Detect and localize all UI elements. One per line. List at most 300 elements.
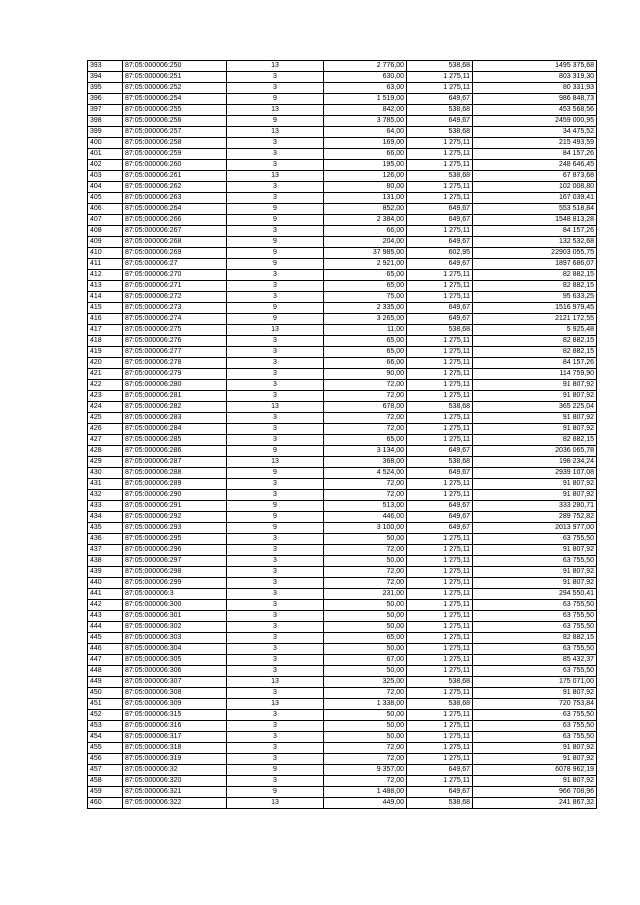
row-number-cell: 432 (88, 490, 123, 501)
category-cell: 3 (227, 688, 324, 699)
row-number-cell: 404 (88, 182, 123, 193)
row-number-cell: 393 (88, 61, 123, 72)
row-number-cell: 396 (88, 94, 123, 105)
cadastral-number-cell: 87:05:000006:250 (123, 61, 227, 72)
rate-cell: 1 275,11 (407, 160, 473, 171)
area-cell: 50,00 (324, 666, 407, 677)
table-row (88, 94, 597, 105)
table-row (88, 336, 597, 347)
rate-cell: 1 275,11 (407, 149, 473, 160)
table-row (88, 644, 597, 655)
table-row (88, 61, 597, 72)
category-cell: 13 (227, 457, 324, 468)
category-cell: 3 (227, 292, 324, 303)
area-cell: 2 776,00 (324, 61, 407, 72)
area-cell: 50,00 (324, 622, 407, 633)
value-cell: 63 755,50 (473, 556, 597, 567)
category-cell: 3 (227, 281, 324, 292)
table-row (88, 435, 597, 446)
area-cell: 1 488,00 (324, 787, 407, 798)
table-body (88, 61, 597, 809)
row-number-cell: 438 (88, 556, 123, 567)
table-row (88, 699, 597, 710)
category-cell: 3 (227, 578, 324, 589)
cadastral-number-cell: 87:05:000006:261 (123, 171, 227, 182)
table-row (88, 743, 597, 754)
area-cell: 449,00 (324, 798, 407, 809)
area-cell: 169,00 (324, 138, 407, 149)
cadastral-number-cell: 87:05:000006:257 (123, 127, 227, 138)
rate-cell: 538,68 (407, 171, 473, 182)
value-cell: 91 807,92 (473, 545, 597, 556)
row-number-cell: 421 (88, 369, 123, 380)
rate-cell: 538,68 (407, 699, 473, 710)
area-cell: 66,00 (324, 226, 407, 237)
rate-cell: 538,68 (407, 127, 473, 138)
rate-cell: 1 275,11 (407, 424, 473, 435)
area-cell: 72,00 (324, 424, 407, 435)
cadastral-number-cell: 87:05:000006:283 (123, 413, 227, 424)
value-cell: 67 873,68 (473, 171, 597, 182)
table-row (88, 138, 597, 149)
rate-cell: 649,67 (407, 512, 473, 523)
row-number-cell: 425 (88, 413, 123, 424)
value-cell: 289 752,82 (473, 512, 597, 523)
rate-cell: 538,68 (407, 61, 473, 72)
table-row (88, 413, 597, 424)
cadastral-number-cell: 87:05:000006:293 (123, 523, 227, 534)
area-cell: 50,00 (324, 611, 407, 622)
cadastral-number-cell: 87:05:000006:274 (123, 314, 227, 325)
cadastral-number-cell: 87:05:000006:281 (123, 391, 227, 402)
row-number-cell: 428 (88, 446, 123, 457)
category-cell: 9 (227, 303, 324, 314)
category-cell: 9 (227, 787, 324, 798)
cadastral-number-cell: 87:05:000006:308 (123, 688, 227, 699)
category-cell: 3 (227, 479, 324, 490)
category-cell: 13 (227, 677, 324, 688)
row-number-cell: 412 (88, 270, 123, 281)
area-cell: 842,00 (324, 105, 407, 116)
area-cell: 3 134,00 (324, 446, 407, 457)
table-row (88, 677, 597, 688)
rate-cell: 1 275,11 (407, 83, 473, 94)
row-number-cell: 437 (88, 545, 123, 556)
category-cell: 3 (227, 270, 324, 281)
row-number-cell: 457 (88, 765, 123, 776)
category-cell: 9 (227, 94, 324, 105)
value-cell: 82 882,15 (473, 336, 597, 347)
table-row (88, 83, 597, 94)
category-cell: 3 (227, 424, 324, 435)
value-cell: 1897 686,07 (473, 259, 597, 270)
cadastral-number-cell: 87:05:000006:280 (123, 380, 227, 391)
category-cell: 3 (227, 655, 324, 666)
table-row (88, 468, 597, 479)
row-number-cell: 436 (88, 534, 123, 545)
category-cell: 3 (227, 347, 324, 358)
category-cell: 3 (227, 380, 324, 391)
category-cell: 9 (227, 215, 324, 226)
area-cell: 50,00 (324, 721, 407, 732)
category-cell: 3 (227, 336, 324, 347)
table-row (88, 182, 597, 193)
table-row (88, 589, 597, 600)
row-number-cell: 417 (88, 325, 123, 336)
cadastral-number-cell: 87:05:000006:3 (123, 589, 227, 600)
value-cell: 91 807,92 (473, 479, 597, 490)
area-cell: 3 265,00 (324, 314, 407, 325)
cadastral-number-cell: 87:05:000006:297 (123, 556, 227, 567)
area-cell: 131,00 (324, 193, 407, 204)
rate-cell: 1 275,11 (407, 589, 473, 600)
row-number-cell: 451 (88, 699, 123, 710)
value-cell: 91 807,92 (473, 391, 597, 402)
rate-cell: 649,67 (407, 446, 473, 457)
category-cell: 3 (227, 776, 324, 787)
category-cell: 13 (227, 105, 324, 116)
cadastral-number-cell: 87:05:000006:284 (123, 424, 227, 435)
row-number-cell: 413 (88, 281, 123, 292)
table-row (88, 446, 597, 457)
area-cell: 325,00 (324, 677, 407, 688)
category-cell: 3 (227, 666, 324, 677)
area-cell: 72,00 (324, 688, 407, 699)
cadastral-number-cell: 87:05:000006:290 (123, 490, 227, 501)
row-number-cell: 433 (88, 501, 123, 512)
rate-cell: 649,67 (407, 204, 473, 215)
rate-cell: 1 275,11 (407, 644, 473, 655)
area-cell: 72,00 (324, 380, 407, 391)
area-cell: 852,00 (324, 204, 407, 215)
cadastral-number-cell: 87:05:000006:254 (123, 94, 227, 105)
category-cell: 9 (227, 523, 324, 534)
table-row (88, 171, 597, 182)
value-cell: 241 867,32 (473, 798, 597, 809)
row-number-cell: 456 (88, 754, 123, 765)
cadastral-number-cell: 87:05:000006:276 (123, 336, 227, 347)
area-cell: 4 524,00 (324, 468, 407, 479)
table-row (88, 369, 597, 380)
row-number-cell: 409 (88, 237, 123, 248)
value-cell: 91 807,92 (473, 413, 597, 424)
category-cell: 3 (227, 358, 324, 369)
cadastral-number-cell: 87:05:000006:317 (123, 732, 227, 743)
rate-cell: 649,67 (407, 468, 473, 479)
value-cell: 82 882,15 (473, 347, 597, 358)
category-cell: 13 (227, 127, 324, 138)
area-cell: 126,00 (324, 171, 407, 182)
value-cell: 82 882,15 (473, 633, 597, 644)
row-number-cell: 394 (88, 72, 123, 83)
rate-cell: 1 275,11 (407, 391, 473, 402)
category-cell: 3 (227, 622, 324, 633)
table-row (88, 281, 597, 292)
value-cell: 63 755,50 (473, 732, 597, 743)
category-cell: 3 (227, 72, 324, 83)
category-cell: 9 (227, 446, 324, 457)
cadastral-number-cell: 87:05:000006:251 (123, 72, 227, 83)
row-number-cell: 395 (88, 83, 123, 94)
category-cell: 3 (227, 490, 324, 501)
table-row (88, 215, 597, 226)
table-row (88, 226, 597, 237)
area-cell: 72,00 (324, 545, 407, 556)
area-cell: 2 921,00 (324, 259, 407, 270)
rate-cell: 1 275,11 (407, 666, 473, 677)
category-cell: 3 (227, 138, 324, 149)
area-cell: 50,00 (324, 710, 407, 721)
category-cell: 13 (227, 402, 324, 413)
cadastral-number-cell: 87:05:000006:306 (123, 666, 227, 677)
value-cell: 91 807,92 (473, 380, 597, 391)
row-number-cell: 403 (88, 171, 123, 182)
rate-cell: 1 275,11 (407, 556, 473, 567)
row-number-cell: 442 (88, 600, 123, 611)
value-cell: 986 848,73 (473, 94, 597, 105)
table-row (88, 501, 597, 512)
table-row (88, 116, 597, 127)
table-row (88, 721, 597, 732)
table-row (88, 600, 597, 611)
value-cell: 91 807,92 (473, 754, 597, 765)
category-cell: 3 (227, 182, 324, 193)
rate-cell: 1 275,11 (407, 622, 473, 633)
value-cell: 114 759,90 (473, 369, 597, 380)
table-row (88, 490, 597, 501)
rate-cell: 649,67 (407, 237, 473, 248)
category-cell: 3 (227, 545, 324, 556)
category-cell: 13 (227, 699, 324, 710)
category-cell: 3 (227, 589, 324, 600)
table-row (88, 776, 597, 787)
table-row (88, 765, 597, 776)
table-row (88, 457, 597, 468)
table-row (88, 578, 597, 589)
rate-cell: 602,95 (407, 248, 473, 259)
row-number-cell: 446 (88, 644, 123, 655)
cadastral-number-cell: 87:05:000006:287 (123, 457, 227, 468)
table-row (88, 710, 597, 721)
rate-cell: 649,67 (407, 94, 473, 105)
table-row (88, 270, 597, 281)
area-cell: 72,00 (324, 490, 407, 501)
value-cell: 132 532,68 (473, 237, 597, 248)
row-number-cell: 440 (88, 578, 123, 589)
cadastral-number-cell: 87:05:000006:263 (123, 193, 227, 204)
row-number-cell: 431 (88, 479, 123, 490)
table-row (88, 798, 597, 809)
rate-cell: 649,67 (407, 765, 473, 776)
rate-cell: 1 275,11 (407, 732, 473, 743)
cadastral-number-cell: 87:05:000006:282 (123, 402, 227, 413)
cadastral-number-cell: 87:05:000006:318 (123, 743, 227, 754)
rate-cell: 649,67 (407, 787, 473, 798)
value-cell: 22903 055,75 (473, 248, 597, 259)
row-number-cell: 420 (88, 358, 123, 369)
rate-cell: 1 275,11 (407, 347, 473, 358)
table-row (88, 534, 597, 545)
cadastral-number-cell: 87:05:000006:316 (123, 721, 227, 732)
category-cell: 9 (227, 501, 324, 512)
area-cell: 75,00 (324, 292, 407, 303)
cadastral-number-cell: 87:05:000006:298 (123, 567, 227, 578)
table-row (88, 633, 597, 644)
value-cell: 1548 813,28 (473, 215, 597, 226)
table-row (88, 248, 597, 259)
area-cell: 630,00 (324, 72, 407, 83)
area-cell: 72,00 (324, 578, 407, 589)
value-cell: 91 807,92 (473, 424, 597, 435)
value-cell: 91 807,92 (473, 567, 597, 578)
value-cell: 84 157,26 (473, 226, 597, 237)
cadastral-number-cell: 87:05:000006:300 (123, 600, 227, 611)
area-cell: 3 100,00 (324, 523, 407, 534)
row-number-cell: 398 (88, 116, 123, 127)
value-cell: 63 755,50 (473, 666, 597, 677)
table-row (88, 479, 597, 490)
area-cell: 65,00 (324, 347, 407, 358)
row-number-cell: 424 (88, 402, 123, 413)
cadastral-number-cell: 87:05:000006:307 (123, 677, 227, 688)
area-cell: 231,00 (324, 589, 407, 600)
value-cell: 553 518,84 (473, 204, 597, 215)
value-cell: 84 157,26 (473, 358, 597, 369)
cadastral-number-cell: 87:05:000006:27 (123, 259, 227, 270)
value-cell: 294 550,41 (473, 589, 597, 600)
value-cell: 63 755,50 (473, 710, 597, 721)
table-row (88, 72, 597, 83)
value-cell: 80 331,93 (473, 83, 597, 94)
row-number-cell: 445 (88, 633, 123, 644)
rate-cell: 1 275,11 (407, 336, 473, 347)
category-cell: 3 (227, 534, 324, 545)
category-cell: 3 (227, 226, 324, 237)
row-number-cell: 455 (88, 743, 123, 754)
table-row (88, 655, 597, 666)
category-cell: 3 (227, 193, 324, 204)
row-number-cell: 434 (88, 512, 123, 523)
area-cell: 446,00 (324, 512, 407, 523)
row-number-cell: 418 (88, 336, 123, 347)
row-number-cell: 441 (88, 589, 123, 600)
value-cell: 63 755,50 (473, 534, 597, 545)
rate-cell: 1 275,11 (407, 435, 473, 446)
rate-cell: 1 275,11 (407, 72, 473, 83)
table-row (88, 787, 597, 798)
table-row (88, 523, 597, 534)
area-cell: 67,00 (324, 655, 407, 666)
cadastral-number-cell: 87:05:000006:303 (123, 633, 227, 644)
row-number-cell: 422 (88, 380, 123, 391)
area-cell: 72,00 (324, 776, 407, 787)
area-cell: 1 338,00 (324, 699, 407, 710)
cadastral-number-cell: 87:05:000006:302 (123, 622, 227, 633)
value-cell: 2013 977,00 (473, 523, 597, 534)
table-row (88, 688, 597, 699)
category-cell: 9 (227, 237, 324, 248)
cadastral-number-cell: 87:05:000006:305 (123, 655, 227, 666)
cadastral-number-cell: 87:05:000006:304 (123, 644, 227, 655)
cadastral-number-cell: 87:05:000006:285 (123, 435, 227, 446)
area-cell: 90,00 (324, 369, 407, 380)
row-number-cell: 460 (88, 798, 123, 809)
cadastral-number-cell: 87:05:000006:270 (123, 270, 227, 281)
table-row (88, 160, 597, 171)
rate-cell: 649,67 (407, 215, 473, 226)
category-cell: 3 (227, 567, 324, 578)
area-cell: 72,00 (324, 567, 407, 578)
cadastral-number-cell: 87:05:000006:292 (123, 512, 227, 523)
rate-cell: 1 275,11 (407, 270, 473, 281)
cadastral-number-cell: 87:05:000006:267 (123, 226, 227, 237)
rate-cell: 1 275,11 (407, 138, 473, 149)
area-cell: 2 335,00 (324, 303, 407, 314)
value-cell: 63 755,50 (473, 622, 597, 633)
cadastral-number-cell: 87:05:000006:256 (123, 116, 227, 127)
value-cell: 966 708,96 (473, 787, 597, 798)
row-number-cell: 430 (88, 468, 123, 479)
cadastral-number-cell: 87:05:000006:258 (123, 138, 227, 149)
row-number-cell: 408 (88, 226, 123, 237)
table-row (88, 193, 597, 204)
row-number-cell: 416 (88, 314, 123, 325)
rate-cell: 1 275,11 (407, 655, 473, 666)
value-cell: 63 755,50 (473, 600, 597, 611)
rate-cell: 538,68 (407, 457, 473, 468)
rate-cell: 538,68 (407, 402, 473, 413)
value-cell: 82 882,15 (473, 281, 597, 292)
cadastral-number-cell: 87:05:000006:269 (123, 248, 227, 259)
table-row (88, 237, 597, 248)
row-number-cell: 399 (88, 127, 123, 138)
row-number-cell: 415 (88, 303, 123, 314)
row-number-cell: 405 (88, 193, 123, 204)
cadastral-value-table (87, 60, 597, 809)
category-cell: 3 (227, 644, 324, 655)
area-cell: 64,00 (324, 127, 407, 138)
table-row (88, 754, 597, 765)
rate-cell: 1 275,11 (407, 600, 473, 611)
value-cell: 63 755,50 (473, 721, 597, 732)
value-cell: 34 475,52 (473, 127, 597, 138)
value-cell: 82 882,15 (473, 270, 597, 281)
value-cell: 175 071,00 (473, 677, 597, 688)
rate-cell: 1 275,11 (407, 578, 473, 589)
rate-cell: 1 275,11 (407, 688, 473, 699)
row-number-cell: 427 (88, 435, 123, 446)
row-number-cell: 459 (88, 787, 123, 798)
rate-cell: 1 275,11 (407, 292, 473, 303)
area-cell: 50,00 (324, 600, 407, 611)
area-cell: 72,00 (324, 754, 407, 765)
rate-cell: 1 275,11 (407, 490, 473, 501)
row-number-cell: 450 (88, 688, 123, 699)
row-number-cell: 443 (88, 611, 123, 622)
cadastral-number-cell: 87:05:000006:321 (123, 787, 227, 798)
area-cell: 63,00 (324, 83, 407, 94)
category-cell: 9 (227, 259, 324, 270)
area-cell: 2 384,00 (324, 215, 407, 226)
category-cell: 9 (227, 314, 324, 325)
cadastral-number-cell: 87:05:000006:262 (123, 182, 227, 193)
rate-cell: 1 275,11 (407, 413, 473, 424)
category-cell: 3 (227, 83, 324, 94)
table-row (88, 567, 597, 578)
table-row (88, 105, 597, 116)
category-cell: 3 (227, 160, 324, 171)
row-number-cell: 447 (88, 655, 123, 666)
